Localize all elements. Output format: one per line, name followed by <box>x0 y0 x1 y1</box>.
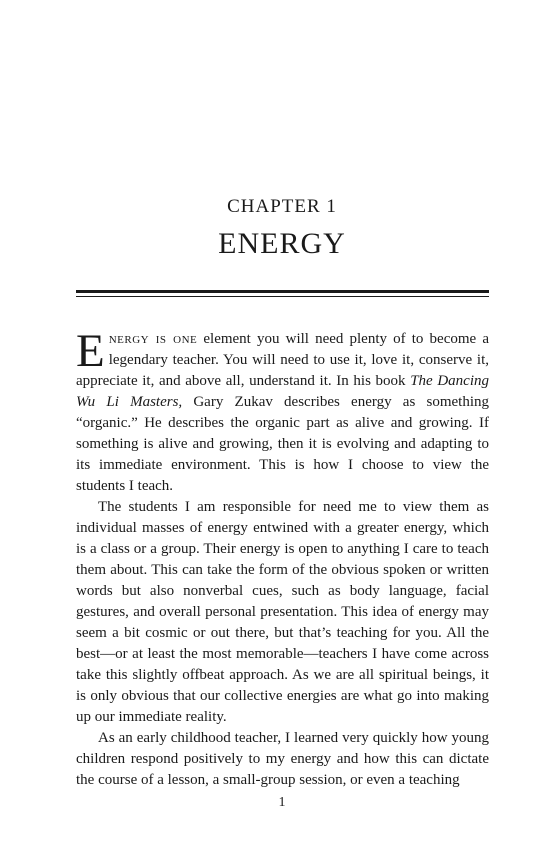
book-title: The Dancing Wu Li Masters, <box>76 373 489 410</box>
paragraph-1-text-b: Gary Zukav describes energy as something “organic.” He describes the organic part as alive and growing. If something is alive and growing, then it is evolving and adapting to its immediate environment. This is how I choose to view the students I teach. <box>76 394 489 494</box>
opening-small-caps: nergy is one <box>108 331 198 347</box>
body-text <box>76 325 489 791</box>
drop-cap: E <box>76 325 105 377</box>
paragraph-1-text-a: element you will need plenty of to become a legendary teacher. You will need to use it, love it, conserve it, appreciate it, and above all, understand it. In his book <box>76 331 489 389</box>
chapter-label: CHAPTER 1 <box>227 196 337 217</box>
paragraph-2: The students I am responsible for need me to view them as individual masses of energy entwined with a greater energy, which is a class or a group. Their energy is open to anything I care to teach them about. This can take the form of the obvious spoken or written words but also nonverbal cues, such as body language, facial gestures, and overall personal presentation. This idea of energy may seem a bit cosmic or out there, but that’s teaching for you. All the best—or at least the most memorable—teachers I have come across take this slightly offbeat approach. As we are all spiritual beings, it is only obvious that our collective energies are what go into making up our immediate reality. <box>76 499 489 725</box>
chapter-title: ENERGY <box>218 227 346 260</box>
paragraph-3: As an early childhood teacher, I learned very quickly how young children respond positively to my energy and how this can dictate the course of a lesson, a small-group session, or even a teaching <box>76 730 489 788</box>
paragraph-1 <box>76 325 489 497</box>
title-rule-thin <box>76 296 489 297</box>
title-rule-thick <box>76 290 489 293</box>
page-number: 1 <box>278 795 286 810</box>
